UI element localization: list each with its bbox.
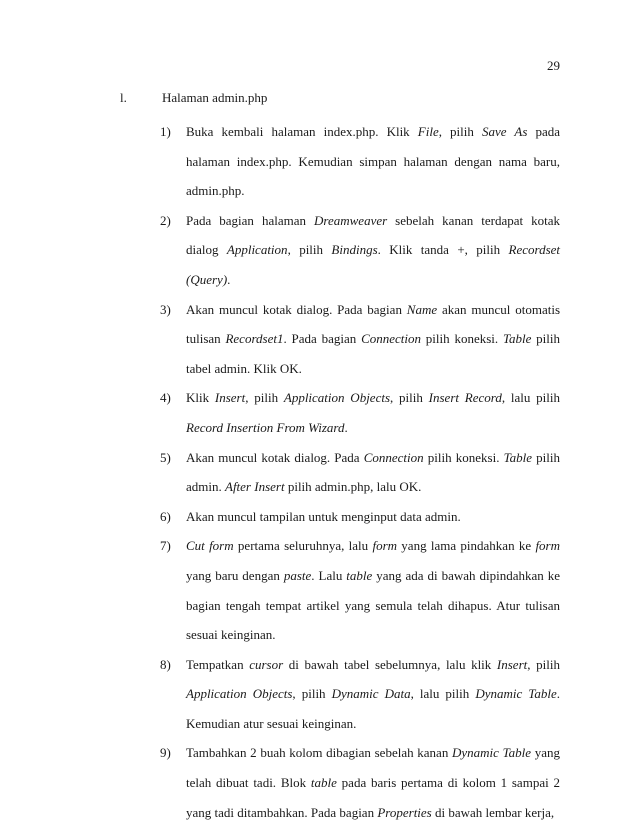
step-text-run: Tambahkan 2 buah kolom dibagian sebelah kanan: [186, 745, 452, 761]
step-text-emphasis: Save As: [481, 124, 528, 139]
step-text-emphasis: Dreamweaver: [314, 212, 388, 228]
section-marker: l.: [120, 90, 127, 105]
step-text: [186, 443, 560, 502]
page-number: 29: [547, 58, 560, 73]
step-text-run: . Klik tanda +, pilih: [377, 242, 509, 258]
step-item: [160, 531, 560, 649]
step-text: [186, 738, 560, 827]
step-text-run: pilih koneksi.: [421, 331, 503, 347]
step-text-emphasis: Dynamic Table: [475, 686, 557, 702]
step-text-run: Akan muncul kotak dialog. Pada bagian: [186, 301, 407, 317]
step-text-run: yang ada di bawah dipindahkan ke bagian tengah tempat artikel yang semula telah dihapus. Atur tulisan sesuai keinginan.: [186, 567, 560, 643]
step-text-emphasis: Insert: [214, 390, 246, 406]
step-text-run: pilih tabel admin. Klik OK.: [186, 331, 560, 376]
step-text-run: , pilih: [527, 656, 560, 672]
step-item: [160, 206, 560, 295]
step-text-run: Tempatkan: [186, 656, 250, 672]
step-text-run: , pilih: [390, 390, 429, 406]
step-number: 8): [160, 656, 171, 672]
step-text: [186, 383, 560, 442]
step-text-run: yang telah dibuat tadi. Blok: [186, 745, 560, 791]
step-text-emphasis: File: [417, 124, 439, 139]
section-title: Halaman admin.php: [162, 90, 268, 105]
step-text-run: yang lama pindahkan ke: [397, 538, 536, 554]
step-text-emphasis: table: [310, 775, 337, 791]
step-text: [186, 206, 560, 295]
step-text-emphasis: form: [535, 538, 560, 554]
step-text-emphasis: Table: [502, 331, 532, 347]
step-text-run: Pada bagian halaman: [186, 212, 314, 228]
step-text: [186, 295, 560, 384]
step-text-emphasis: Dynamic Data: [331, 686, 411, 702]
step-text-run: . Kemudian atur sesuai keinginan.: [186, 686, 560, 731]
step-text: [186, 502, 560, 532]
step-text-run: sebelah kanan terdapat kotak dialog: [186, 212, 560, 258]
step-number: 9): [160, 745, 171, 761]
step-text-run: pada halaman index.php. Kemudian simpan halaman dengan nama baru, admin.php.: [186, 124, 561, 199]
step-text-run: , lalu pilih: [501, 390, 560, 406]
step-item: [160, 502, 560, 532]
step-number: 2): [160, 212, 171, 228]
step-text: [186, 650, 560, 739]
step-text: [186, 531, 560, 649]
step-text-run: Akan muncul tampilan untuk menginput data admin.: [186, 508, 461, 524]
step-text-run: .: [344, 419, 348, 435]
step-number: 5): [160, 449, 171, 465]
step-item: [160, 650, 560, 739]
step-text-emphasis: Name: [406, 301, 438, 317]
step-text-emphasis: Record Insertion From Wizard: [186, 419, 345, 435]
step-text-run: , pilih: [292, 686, 332, 702]
step-text-run: , pilih: [245, 390, 284, 406]
step-text-run: Buka kembali halaman index.php. Klik: [186, 124, 418, 139]
step-text-emphasis: Insert Record: [428, 390, 502, 406]
step-text-emphasis: cursor: [249, 656, 284, 672]
step-number: 4): [160, 390, 171, 406]
step-text-run: pertama seluruhnya, lalu: [233, 538, 373, 554]
step-item: [160, 443, 560, 502]
step-item: [160, 383, 560, 442]
step-text-emphasis: Bindings: [331, 242, 378, 258]
step-text-run: , pilih: [287, 242, 332, 258]
step-number: 7): [160, 538, 171, 554]
step-text-run: pilih admin.php, lalu OK.: [284, 479, 422, 495]
section-admin-page: [120, 90, 561, 820]
step-text-run: , lalu pilih: [410, 686, 476, 702]
step-text-emphasis: Cut form: [186, 538, 234, 554]
step-text-emphasis: paste: [283, 567, 312, 583]
step-text-run: .: [227, 271, 231, 287]
step-item: [160, 738, 560, 827]
step-item: [160, 295, 560, 384]
step-text-run: pilih koneksi.: [423, 449, 504, 465]
step-text-emphasis: Recordset (Query): [186, 242, 561, 287]
step-text-emphasis: Application Objects: [283, 390, 391, 406]
step-text-run: . Pada bagian: [283, 331, 362, 347]
step-text-emphasis: form: [372, 538, 398, 554]
step-text-run: Akan muncul kotak dialog. Pada: [186, 449, 364, 465]
step-text-run: di bawah tabel sebelumnya, lalu klik: [283, 656, 497, 672]
steps-list: [160, 117, 560, 827]
step-text-emphasis: Application: [226, 242, 288, 258]
step-text-emphasis: Table: [503, 449, 533, 465]
step-text-run: . Lalu: [311, 567, 347, 583]
step-number: 6): [160, 508, 171, 524]
step-text-run: di bawah lembar kerja,: [431, 804, 555, 820]
step-text-emphasis: Connection: [361, 331, 421, 347]
step-text-emphasis: After Insert: [225, 479, 285, 495]
step-text-emphasis: Dynamic Table: [452, 745, 532, 761]
step-text-run: akan muncul otomatis tulisan: [186, 301, 560, 347]
step-number: 1): [160, 124, 171, 139]
step-text-run: , pilih: [438, 124, 482, 139]
step-text-run: pada baris pertama di kolom 1 sampai 2 yang tadi ditambahkan. Pada bagian: [186, 775, 560, 820]
step-text-emphasis: Insert: [496, 656, 528, 672]
step-text-run: Klik: [186, 390, 215, 406]
section-heading: [120, 90, 560, 106]
step-text-emphasis: Application Objects: [186, 686, 293, 702]
step-text-emphasis: Connection: [363, 449, 424, 465]
step-text-run: yang baru dengan: [186, 567, 284, 583]
step-text: [186, 117, 560, 206]
step-text-run: pilih admin.: [186, 449, 560, 495]
step-number: 3): [160, 301, 171, 317]
step-text-emphasis: Properties: [377, 804, 432, 820]
step-text-emphasis: table: [346, 567, 373, 583]
step-text-emphasis: Recordset1: [225, 331, 284, 347]
step-item: [160, 117, 560, 206]
